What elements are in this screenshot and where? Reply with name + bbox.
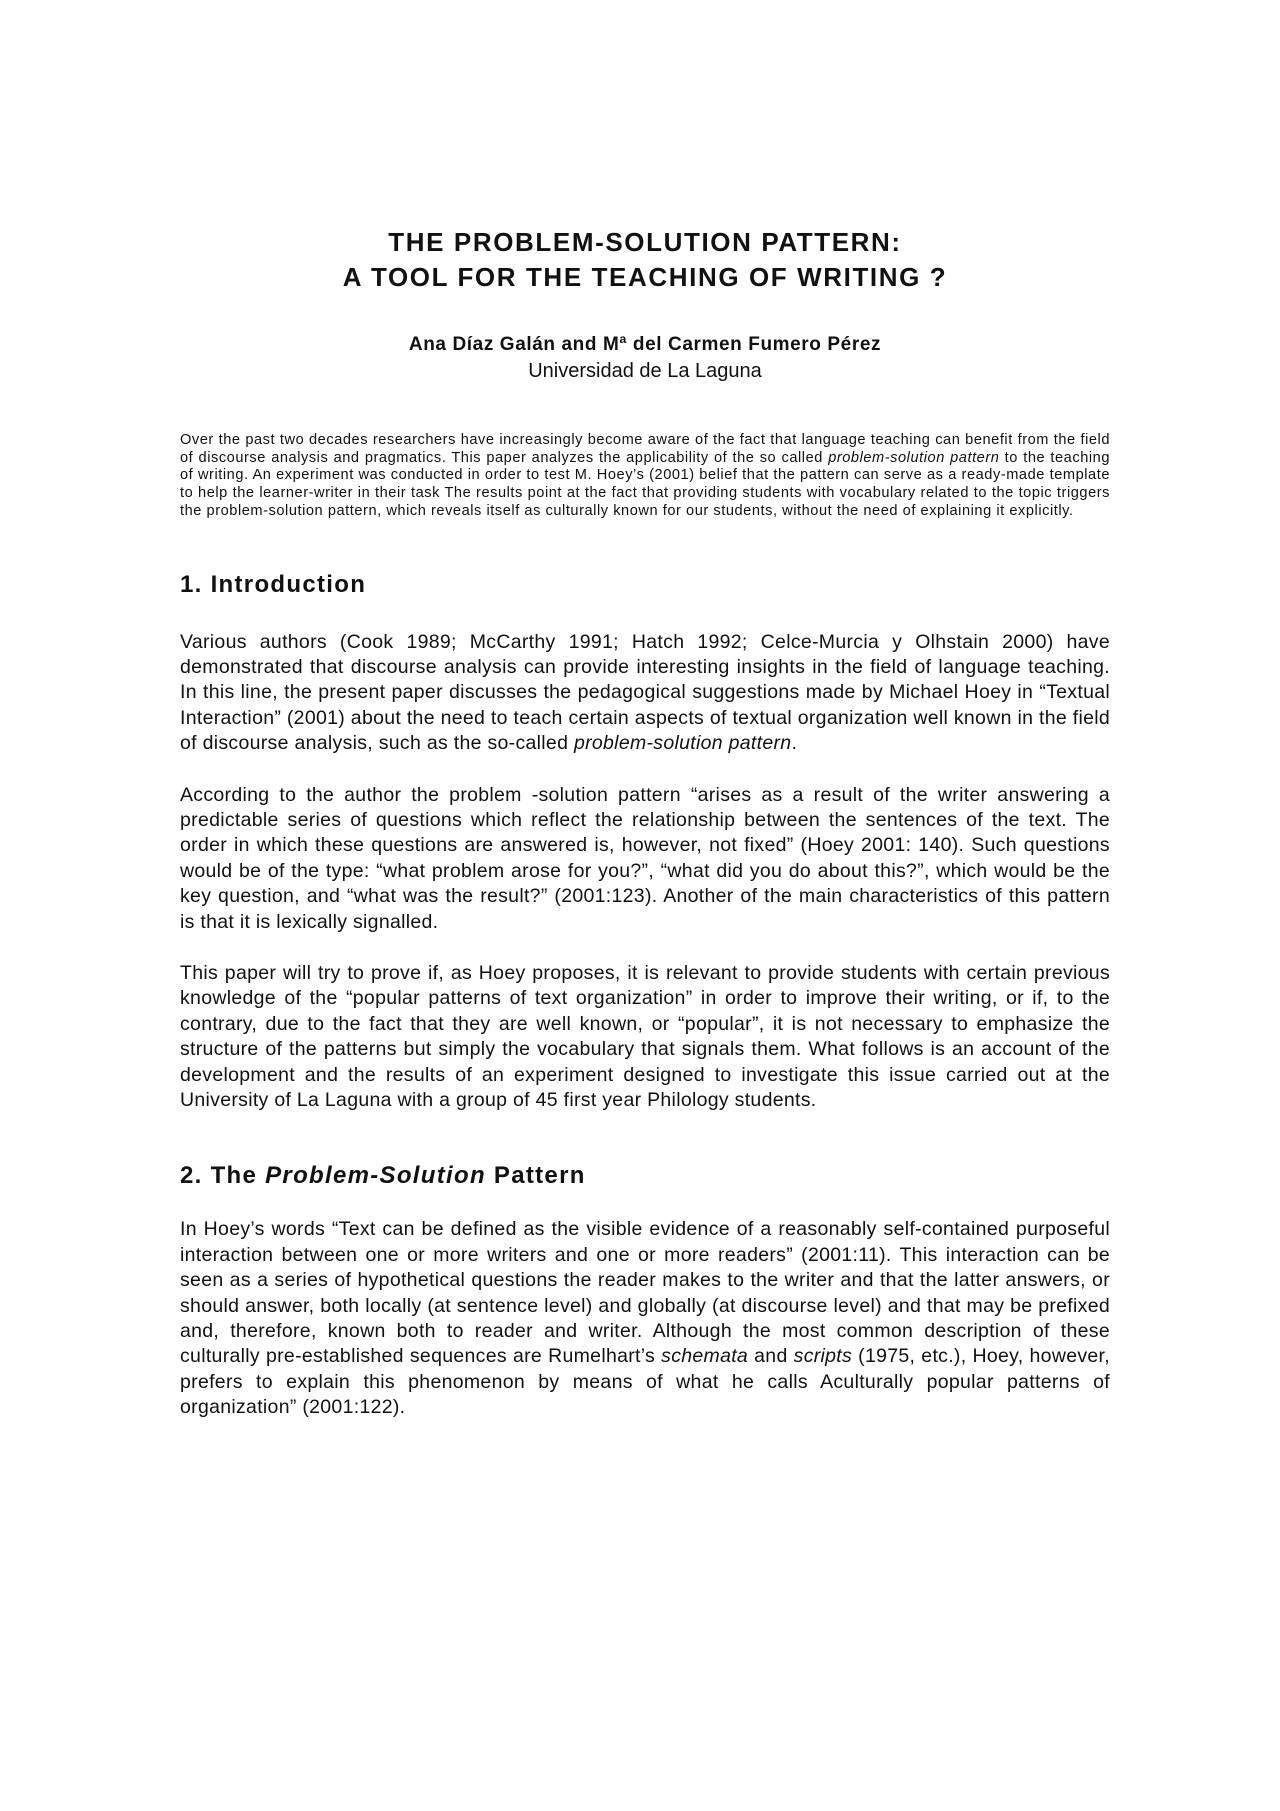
ps-p1-italic-schemata: schemata: [661, 1345, 749, 1368]
title-line-2: A TOOL FOR THE TEACHING OF WRITING ?: [342, 262, 948, 292]
author-affiliation: Universidad de La Laguna: [528, 360, 762, 382]
abstract-text-2: to the teaching of writing. An experiment was conducted in order to test M. Hoey’s (2001) belief that the pattern can serve as a ready-made template to help the learner-writer in their task The results point at the fact that providing students with vocabulary related to the topic triggers the problem-solution pattern, which reveals itself as culturally known for our students, without the need of explaining it explicitly.: [180, 449, 1110, 519]
intro-paragraph-1: [180, 630, 1110, 757]
ps-p1-italic-scripts: scripts: [793, 1345, 853, 1368]
section-heading-introduction: 1. Introduction: [180, 570, 367, 598]
problem-solution-paragraph-1: [180, 1217, 1110, 1420]
heading-2-text-2: Pattern: [485, 1162, 586, 1190]
abstract-italic-term: problem-solution pattern: [828, 449, 1000, 466]
author-names: Ana Díaz Galán and Mª del Carmen Fumero Pérez: [408, 334, 882, 355]
intro-paragraph-3: This paper will try to prove if, as Hoey proposes, it is relevant to provide students with certain previous knowledge of the “popular patterns of text organization” in order to improve their writing, or if, to the contrary, due to the fact that they are well known, or “popular”, it is not necessary to emphasize the structure of the patterns but simply the vocabulary that signals them. What follows is an account of the development and the results of an experiment designed to investigate this issue carried out at the University of La Laguna with a group of 45 first year Philology students.: [180, 961, 1110, 1112]
ps-p1-text-3: (1975, etc.), Hoey, however, prefers to explain this phenomenon by means of what he calls Aculturally popular patterns of organization” (2001:122).: [180, 1345, 1110, 1419]
heading-2-text-1: 2. The: [180, 1162, 266, 1190]
intro-paragraph-2: According to the author the problem -solution pattern “arises as a result of the writer answering a predictable series of questions which reflect the relationship between the sentences of the text. The order in which these questions are answered is, however, not fixed” (Hoey 2001: 140). Such questions would be of the type: “what problem arose for you?”, “what did you do about this?”, which would be the key question, and “what was the result?” (2001:123). Another of the main characteristics of this pattern is that it is lexically signalled.: [180, 783, 1110, 933]
paper-content: [180, 225, 1110, 1421]
ps-p1-text-2: and: [748, 1345, 794, 1368]
section-heading-problem-solution: [180, 1162, 1110, 1190]
intro-p1-text-1: Various authors (Cook 1989; McCarthy 1991; Hatch 1992; Celce-Murcia y Olhstain 2000) have demonstrated that discourse analysis can provide interesting insights in the field of language teaching. In this line, the present paper discusses the pedagogical suggestions made by Michael Hoey in “Textual Interaction” (2001) about the need to teach certain aspects of textual organization well known in the field of discourse analysis, such as the so-called: [180, 630, 1110, 755]
intro-p1-text-2: .: [791, 732, 798, 755]
ps-p1-text-1: In Hoey’s words “Text can be defined as the visible evidence of a reasonably self-contained purposeful interaction between one or more writers and one or more readers” (2001:11). This interaction can be seen as a series of hypothetical questions the reader makes to the writer and that the latter answers, or should answer, both locally (at sentence level) and globally (at discourse level) and that may be prefixed and, therefore, known both to reader and writer. Although the most common description of these culturally pre-established sequences are Rumelhart’s: [180, 1218, 1110, 1368]
intro-p1-italic-term: problem-solution pattern: [573, 732, 792, 755]
title-line-1: THE PROBLEM-SOLUTION PATTERN:: [388, 227, 902, 257]
paper-title: [180, 225, 1110, 295]
abstract: [180, 432, 1110, 521]
abstract-text-1: Over the past two decades researchers have increasingly become aware of the fact that language teaching can benefit from the field of discourse analysis and pragmatics. This paper analyzes the applicability of the so called: [180, 432, 1110, 466]
heading-2-italic: Problem-Solution: [265, 1162, 486, 1190]
